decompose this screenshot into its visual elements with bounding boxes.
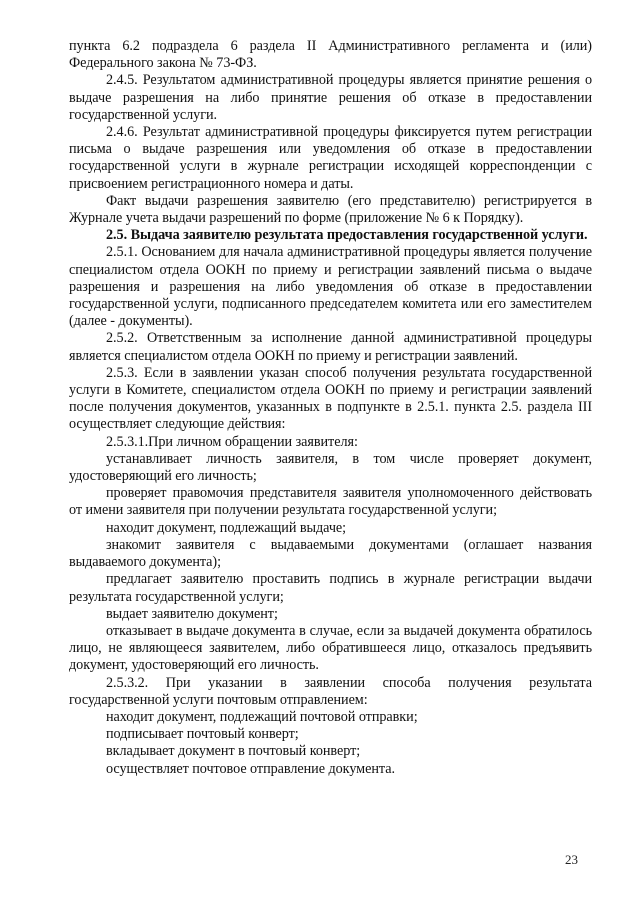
- document-body: [69, 38, 592, 778]
- paragraph-2-4-6: 2.4.6. Результат административной процедуры фиксируется путем регистрации письма о выдаче разрешения или уведомления об отказе в предоставлении государственной услуги в журнале регистрации исходящей корреспонденции с присвоением регистрационного номера и даты.: [69, 124, 592, 192]
- section-heading-2-5: 2.5. Выдача заявителю результата предоставления государственной услуги.: [106, 227, 588, 244]
- list-item-find-postal: находит документ, подлежащий почтовой отправки;: [106, 708, 418, 725]
- list-item-find-document: находит документ, подлежащий выдаче;: [106, 519, 347, 536]
- list-item-send: осуществляет почтовое отправление документа.: [106, 760, 395, 777]
- paragraph-registration-fact: Факт выдачи разрешения заявителю (его представителю) регистрируется в Журнале учета выдачи разрешений по форме (приложение № 6 к Порядку).: [69, 192, 592, 227]
- paragraph-2-5-2: 2.5.2. Ответственным за исполнение данной административной процедуры является специалистом отдела ООКН по приему и регистрации заявлений.: [69, 330, 592, 364]
- list-item-authority: проверяет правомочия представителя заявителя уполномоченного действовать от имени заявителя при получении результата государственной услуги;: [69, 485, 592, 519]
- list-item-acquaint: знакомит заявителя с выдаваемыми документами (оглашает названия выдаваемого документа);: [69, 536, 592, 571]
- paragraph-continuation: пункта 6.2 подраздела 6 раздела II Административного регламента и (или) Федерального закона № 73-ФЗ.: [69, 38, 592, 72]
- list-item-identity: устанавливает личность заявителя, в том числе проверяет документ, удостоверяющий его личность;: [69, 450, 592, 485]
- paragraph-2-5-3-2: 2.5.3.2. При указании в заявлении способа получения результата государственной услуги почтовым отправлением:: [69, 674, 592, 708]
- paragraph-2-5-3: 2.5.3. Если в заявлении указан способ получения результата государственной услуги в Комитете, специалистом отдела ООКН по приему и регистрации заявлений после получения документов, указанных в подпункте в 2.5.1. пункта 2.5. раздела III осуществляет следующие действия:: [69, 364, 592, 433]
- list-item-issue: выдает заявителю документ;: [106, 605, 278, 622]
- list-item-enclose: вкладывает документ в почтовый конверт;: [106, 743, 361, 760]
- list-item-signature: предлагает заявителю проставить подпись в журнале регистрации выдачи результата государственной услуги;: [69, 571, 592, 605]
- paragraph-2-5-3-1: 2.5.3.1.При личном обращении заявителя:: [106, 433, 358, 450]
- list-item-sign-envelope: подписывает почтовый конверт;: [106, 726, 299, 743]
- page-number: 23: [565, 852, 578, 867]
- paragraph-2-5-1: 2.5.1. Основанием для начала административной процедуры является получение специалистом отдела ООКН по приему и регистрации заявлений письма о выдаче разрешения и разрешения на либо уведомления об отказе в предоставлении государственной услуги, подписанного председателем комитета или его заместителем (далее - документы).: [69, 244, 592, 330]
- paragraph-2-4-5: 2.4.5. Результатом административной процедуры является принятие решения о выдаче разрешения на либо принятие решения об отказе в предоставлении государственной услуги.: [69, 72, 592, 123]
- list-item-refuse: отказывает в выдаче документа в случае, если за выдачей документа обратилось лицо, не являющееся заявителем, либо обратившееся лицо, отказалось предъявить документ, удостоверяющий его личность.: [69, 622, 592, 674]
